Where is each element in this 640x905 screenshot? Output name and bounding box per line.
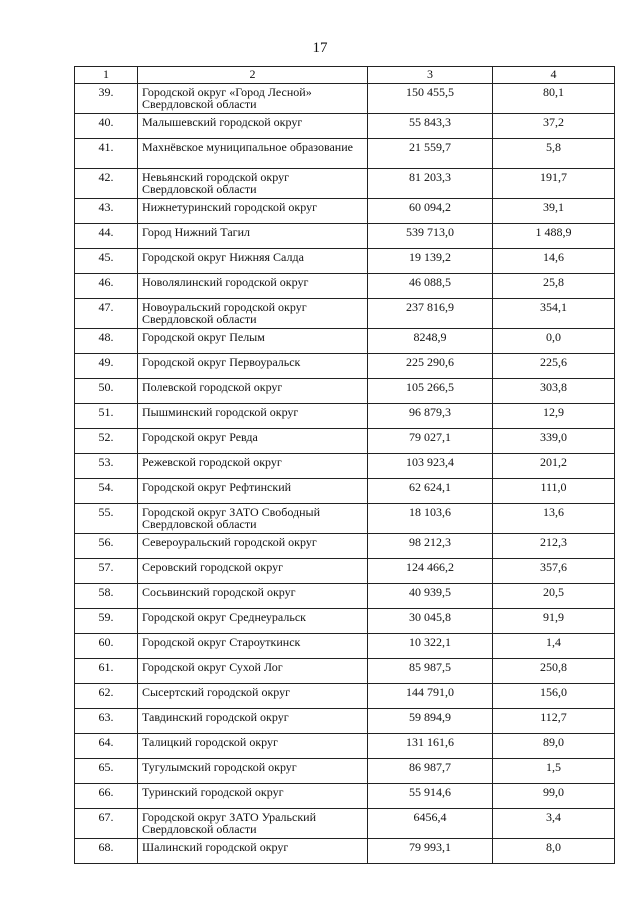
row-number: 53. bbox=[75, 454, 138, 479]
table-row bbox=[75, 379, 615, 404]
municipality-name: Городской округ Нижняя Салда bbox=[138, 249, 368, 274]
table-row bbox=[75, 354, 615, 379]
row-number: 61. bbox=[75, 659, 138, 684]
municipality-name: Невьянский городской округ Свердловской области bbox=[138, 169, 368, 199]
municipality-name: Городской округ Первоуральск bbox=[138, 354, 368, 379]
row-number: 58. bbox=[75, 584, 138, 609]
row-number: 57. bbox=[75, 559, 138, 584]
value-col-3: 237 816,9 bbox=[368, 299, 493, 329]
value-col-3: 55 843,3 bbox=[368, 114, 493, 139]
row-number: 52. bbox=[75, 429, 138, 454]
value-col-4: 1 488,9 bbox=[493, 224, 615, 249]
row-number: 47. bbox=[75, 299, 138, 329]
table-row bbox=[75, 404, 615, 429]
table-row bbox=[75, 534, 615, 559]
value-col-3: 62 624,1 bbox=[368, 479, 493, 504]
row-number: 54. bbox=[75, 479, 138, 504]
header-col-3: 3 bbox=[368, 67, 493, 84]
page-number: 17 bbox=[312, 40, 328, 56]
row-number: 42. bbox=[75, 169, 138, 199]
value-col-4: 1,4 bbox=[493, 634, 615, 659]
table-row bbox=[75, 584, 615, 609]
table-row bbox=[75, 809, 615, 839]
table-row bbox=[75, 734, 615, 759]
header-col-2: 2 bbox=[138, 67, 368, 84]
row-number: 46. bbox=[75, 274, 138, 299]
municipality-name: Городской округ Рефтинский bbox=[138, 479, 368, 504]
value-col-3: 98 212,3 bbox=[368, 534, 493, 559]
value-col-4: 20,5 bbox=[493, 584, 615, 609]
data-table bbox=[74, 66, 615, 864]
row-number: 55. bbox=[75, 504, 138, 534]
row-number: 44. bbox=[75, 224, 138, 249]
municipality-name: Сосьвинский городской округ bbox=[138, 584, 368, 609]
value-col-4: 191,7 bbox=[493, 169, 615, 199]
value-col-3: 19 139,2 bbox=[368, 249, 493, 274]
municipality-name: Малышевский городской округ bbox=[138, 114, 368, 139]
municipality-name: Туринский городской округ bbox=[138, 784, 368, 809]
value-col-3: 85 987,5 bbox=[368, 659, 493, 684]
table-row bbox=[75, 684, 615, 709]
table-row bbox=[75, 659, 615, 684]
value-col-4: 112,7 bbox=[493, 709, 615, 734]
value-col-4: 8,0 bbox=[493, 839, 615, 864]
table-row bbox=[75, 274, 615, 299]
value-col-3: 30 045,8 bbox=[368, 609, 493, 634]
municipality-name: Городской округ «Город Лесной» Свердловской области bbox=[138, 84, 368, 114]
value-col-3: 103 923,4 bbox=[368, 454, 493, 479]
value-col-4: 250,8 bbox=[493, 659, 615, 684]
table-header-row bbox=[75, 67, 615, 84]
value-col-4: 25,8 bbox=[493, 274, 615, 299]
row-number: 48. bbox=[75, 329, 138, 354]
municipality-name: Махнёвское муниципальное образование bbox=[138, 139, 368, 169]
row-number: 60. bbox=[75, 634, 138, 659]
value-col-4: 99,0 bbox=[493, 784, 615, 809]
value-col-3: 8248,9 bbox=[368, 329, 493, 354]
value-col-3: 79 993,1 bbox=[368, 839, 493, 864]
municipality-name: Городской округ Ревда bbox=[138, 429, 368, 454]
value-col-4: 354,1 bbox=[493, 299, 615, 329]
table-row bbox=[75, 224, 615, 249]
municipality-name: Городской округ Староуткинск bbox=[138, 634, 368, 659]
value-col-4: 37,2 bbox=[493, 114, 615, 139]
value-col-3: 225 290,6 bbox=[368, 354, 493, 379]
table-row bbox=[75, 429, 615, 454]
value-col-3: 105 266,5 bbox=[368, 379, 493, 404]
value-col-3: 60 094,2 bbox=[368, 199, 493, 224]
row-number: 45. bbox=[75, 249, 138, 274]
header-col-1: 1 bbox=[75, 67, 138, 84]
value-col-3: 10 322,1 bbox=[368, 634, 493, 659]
municipality-name: Городской округ Среднеуральск bbox=[138, 609, 368, 634]
value-col-4: 303,8 bbox=[493, 379, 615, 404]
municipality-name: Талицкий городской округ bbox=[138, 734, 368, 759]
municipality-name: Тугулымский городской округ bbox=[138, 759, 368, 784]
municipality-name: Сысертский городской округ bbox=[138, 684, 368, 709]
table-row bbox=[75, 299, 615, 329]
table-row bbox=[75, 709, 615, 734]
table-row bbox=[75, 169, 615, 199]
municipality-name: Новолялинский городской округ bbox=[138, 274, 368, 299]
value-col-3: 96 879,3 bbox=[368, 404, 493, 429]
municipality-name: Новоуральский городской округ Свердловской области bbox=[138, 299, 368, 329]
table-row bbox=[75, 759, 615, 784]
value-col-3: 21 559,7 bbox=[368, 139, 493, 169]
value-col-4: 5,8 bbox=[493, 139, 615, 169]
row-number: 59. bbox=[75, 609, 138, 634]
value-col-4: 357,6 bbox=[493, 559, 615, 584]
row-number: 40. bbox=[75, 114, 138, 139]
municipality-name: Режевской городской округ bbox=[138, 454, 368, 479]
municipality-name: Серовский городской округ bbox=[138, 559, 368, 584]
row-number: 49. bbox=[75, 354, 138, 379]
value-col-3: 131 161,6 bbox=[368, 734, 493, 759]
value-col-3: 46 088,5 bbox=[368, 274, 493, 299]
table-row bbox=[75, 114, 615, 139]
value-col-3: 55 914,6 bbox=[368, 784, 493, 809]
table-row bbox=[75, 249, 615, 274]
value-col-4: 1,5 bbox=[493, 759, 615, 784]
table-body bbox=[75, 67, 615, 864]
municipality-name: Городской округ ЗАТО Свободный Свердловской области bbox=[138, 504, 368, 534]
table-row bbox=[75, 839, 615, 864]
row-number: 68. bbox=[75, 839, 138, 864]
value-col-4: 91,9 bbox=[493, 609, 615, 634]
value-col-4: 39,1 bbox=[493, 199, 615, 224]
value-col-3: 79 027,1 bbox=[368, 429, 493, 454]
municipality-name: Тавдинский городской округ bbox=[138, 709, 368, 734]
municipality-name: Нижнетуринский городской округ bbox=[138, 199, 368, 224]
value-col-3: 6456,4 bbox=[368, 809, 493, 839]
table-row bbox=[75, 784, 615, 809]
table-row bbox=[75, 84, 615, 114]
row-number: 62. bbox=[75, 684, 138, 709]
value-col-4: 89,0 bbox=[493, 734, 615, 759]
value-col-3: 124 466,2 bbox=[368, 559, 493, 584]
value-col-3: 59 894,9 bbox=[368, 709, 493, 734]
municipality-name: Городской округ Сухой Лог bbox=[138, 659, 368, 684]
value-col-4: 80,1 bbox=[493, 84, 615, 114]
value-col-3: 150 455,5 bbox=[368, 84, 493, 114]
municipality-name: Городской округ ЗАТО Уральский Свердловской области bbox=[138, 809, 368, 839]
municipality-name: Город Нижний Тагил bbox=[138, 224, 368, 249]
table-row bbox=[75, 199, 615, 224]
row-number: 56. bbox=[75, 534, 138, 559]
value-col-3: 18 103,6 bbox=[368, 504, 493, 534]
row-number: 41. bbox=[75, 139, 138, 169]
row-number: 50. bbox=[75, 379, 138, 404]
value-col-4: 212,3 bbox=[493, 534, 615, 559]
table-row bbox=[75, 139, 615, 169]
row-number: 66. bbox=[75, 784, 138, 809]
value-col-4: 3,4 bbox=[493, 809, 615, 839]
row-number: 39. bbox=[75, 84, 138, 114]
table-row bbox=[75, 634, 615, 659]
header-col-4: 4 bbox=[493, 67, 615, 84]
row-number: 43. bbox=[75, 199, 138, 224]
row-number: 65. bbox=[75, 759, 138, 784]
value-col-4: 12,9 bbox=[493, 404, 615, 429]
municipality-name: Полевской городской округ bbox=[138, 379, 368, 404]
value-col-3: 86 987,7 bbox=[368, 759, 493, 784]
municipality-name: Городской округ Пелым bbox=[138, 329, 368, 354]
table-row bbox=[75, 454, 615, 479]
value-col-3: 144 791,0 bbox=[368, 684, 493, 709]
value-col-4: 111,0 bbox=[493, 479, 615, 504]
municipality-name: Шалинский городской округ bbox=[138, 839, 368, 864]
table-row bbox=[75, 559, 615, 584]
value-col-3: 40 939,5 bbox=[368, 584, 493, 609]
table-row bbox=[75, 609, 615, 634]
row-number: 51. bbox=[75, 404, 138, 429]
value-col-4: 13,6 bbox=[493, 504, 615, 534]
value-col-4: 0,0 bbox=[493, 329, 615, 354]
value-col-4: 156,0 bbox=[493, 684, 615, 709]
value-col-3: 81 203,3 bbox=[368, 169, 493, 199]
value-col-4: 201,2 bbox=[493, 454, 615, 479]
municipality-name: Пышминский городской округ bbox=[138, 404, 368, 429]
table-row bbox=[75, 329, 615, 354]
table-row bbox=[75, 479, 615, 504]
table-row bbox=[75, 504, 615, 534]
row-number: 64. bbox=[75, 734, 138, 759]
value-col-4: 339,0 bbox=[493, 429, 615, 454]
municipality-name: Североуральский городской округ bbox=[138, 534, 368, 559]
row-number: 63. bbox=[75, 709, 138, 734]
value-col-4: 225,6 bbox=[493, 354, 615, 379]
value-col-3: 539 713,0 bbox=[368, 224, 493, 249]
value-col-4: 14,6 bbox=[493, 249, 615, 274]
row-number: 67. bbox=[75, 809, 138, 839]
